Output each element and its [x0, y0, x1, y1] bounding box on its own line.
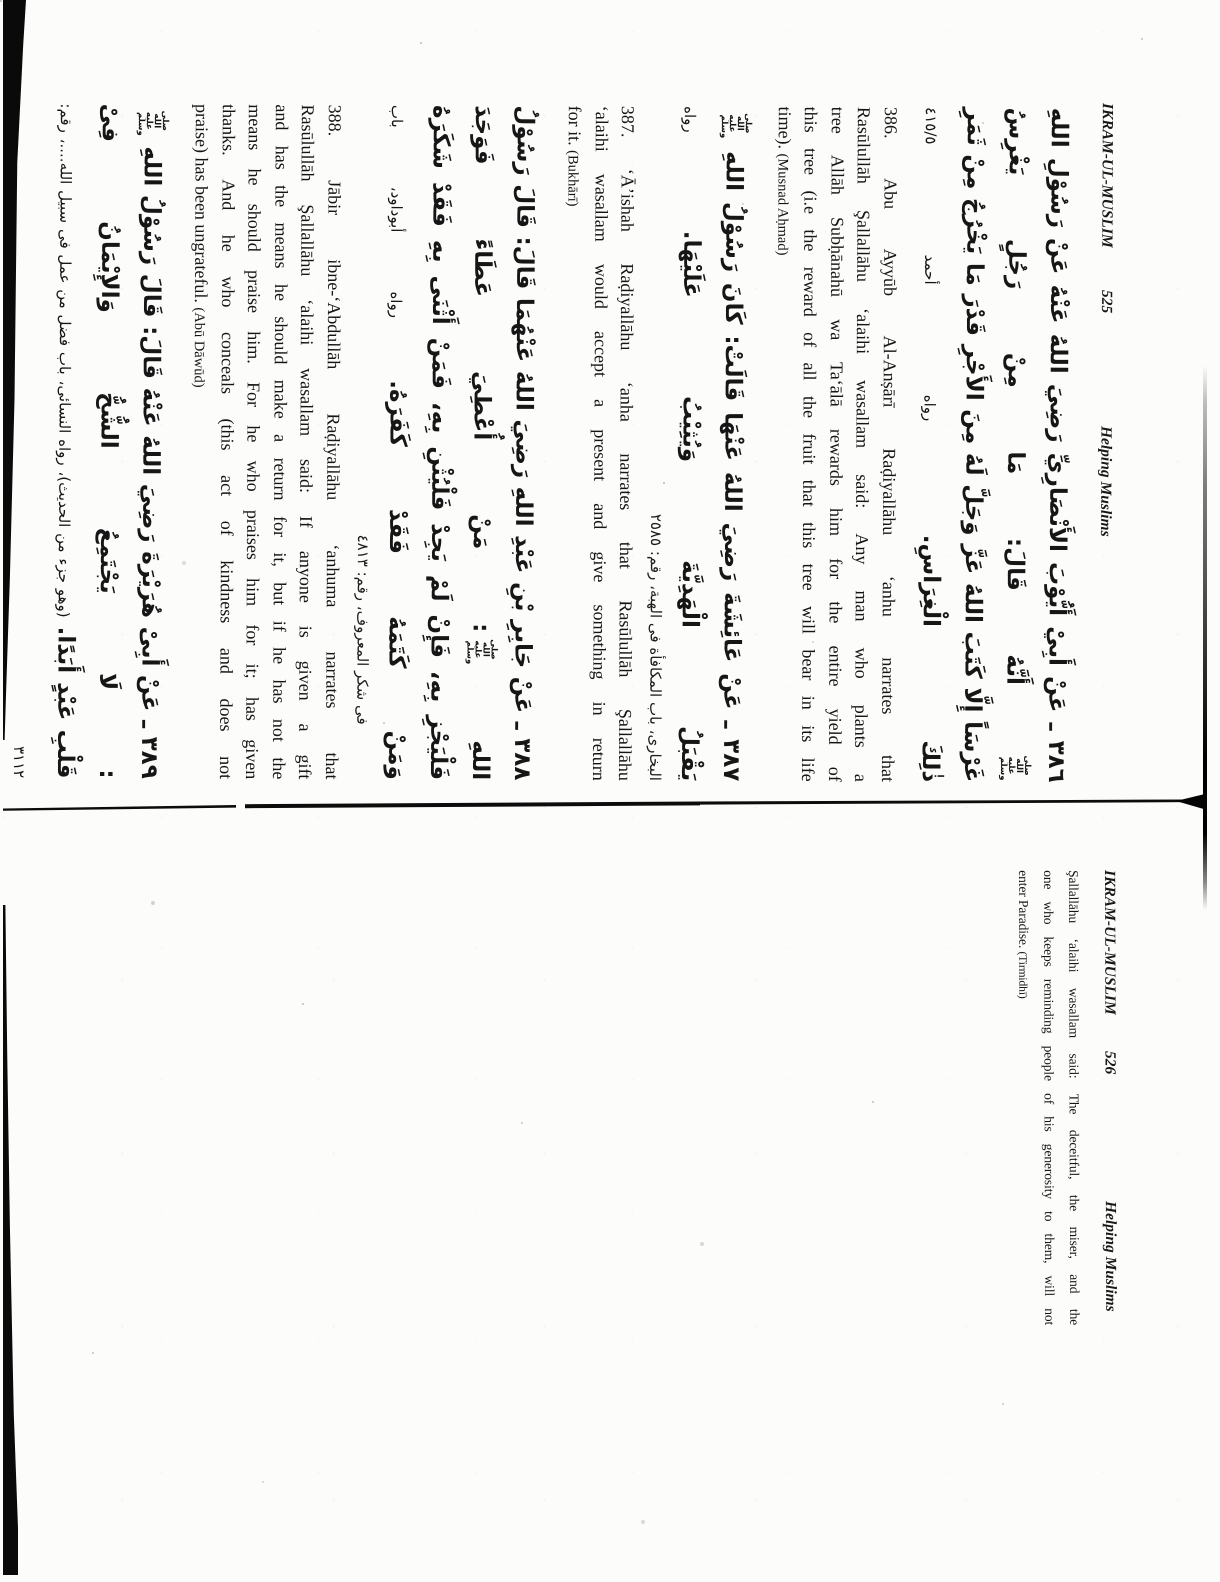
chapter-title: Helping Muslims [1101, 1200, 1120, 1312]
book-title: IKRAM-UL-MUSLIM [1098, 102, 1116, 248]
chapter-title: Helping Muslims [1097, 425, 1115, 537]
page-body [1009, 870, 1087, 1325]
scan-page-edge-line [1203, 365, 1207, 910]
text: أَنَّهُ قَالَ: مَا مِنْ رَجُلٍ يَغْرِسُ [1001, 107, 1030, 749]
hadith-arabic-reference-388 [351, 105, 376, 780]
text: tree Allāh Subḥānahū wa Ta‘ālā rewards him for the entire yield of [824, 106, 848, 782]
text: means he should praise him. For he who praises him for it; has given [242, 104, 266, 780]
text: one who keeps reminding people of his generosity to them, will not [1041, 870, 1058, 1326]
text: Şallallāhu ‘alaihi wasallam said: The deceitful, the miser, and the [1066, 870, 1083, 1326]
scan-page-525 [9, 78, 1116, 793]
hadith-english-388 [184, 104, 348, 780]
hadith-arabic-reference-387 [644, 106, 669, 781]
page-body [0, 102, 1080, 783]
text: : مَنْ أُعْطِيَ عَطَاءً فَوَجَدَ [467, 105, 496, 633]
text: this tree (i.e the reward of all the fruit that this tree will bear in its life [798, 106, 822, 782]
text: praise) has been ungrateful. [191, 103, 213, 308]
small-text: (Abū Dāwūd) [191, 307, 208, 388]
small-text: رواه أبوداود، باب [386, 104, 406, 319]
text: Rasūlullāh Şallallāhu ‘alaihi wasallam said: If anyone is given a gift [295, 104, 319, 780]
book-title: IKRAM-UL-MUSLIM [1101, 869, 1119, 1015]
text: فَلْيَجْزِ بِهِ، فَإِنْ لَمْ يَجِدْ فَلْيُثْنِ بِهِ، فَمَنْ أَثْنَى بِهِ فَقَدْ شَكَرَهُ وَمَنْ كَتَمَهُ فَقَدْ كَفَرَهُ. [382, 104, 454, 781]
page-header [1096, 870, 1119, 1328]
small-text: البخارى، باب المكافأة فى الهبة، رقم: ٢٥٨٥ [646, 513, 666, 782]
scan-page-526 [994, 858, 1119, 1328]
hadith-english-387 [557, 106, 641, 781]
page-number: 526 [1101, 1050, 1119, 1075]
text: قَلْبِ عَبْدٍ أَبَدًا. [51, 617, 79, 779]
scan-gutter-shadow-bottom [3, 905, 18, 1575]
small-text: (وهو جزء من الحديث)، رواه النسائى، باب فضل من عمل فى سبيل الله....، رقم: ٣١١٢ [9, 103, 75, 779]
text: ٣٨٧ ـ عَنْ عَائِشَةَ رَضِيَ اللهُ عَنْهَا قَالَتْ: كَانَ رَسُوْلُ اللهِ [718, 140, 748, 782]
text: enter Paradise. [1016, 870, 1032, 952]
hadith-arabic-386 [907, 107, 1080, 783]
scan-divider-line [0, 790, 1220, 820]
text: 388. Jābir ibne-‘Abdullāh Raḍiyallāhu ‘anhuma narrates that [321, 104, 345, 780]
prophet-salutation-seal: صلى الله عليه وسلم [136, 110, 171, 136]
hadith-arabic-389 [0, 103, 173, 779]
small-text: (Musnad Aḥmad) [774, 153, 791, 256]
text: : لَا يَجْتَمِعُ الشُّحُّ وَالإِيْمَانُ فِىْ [93, 103, 123, 779]
small-text: فى شكر المعروف، رقم: ٤٨١٣ [353, 534, 373, 725]
text: 386. Abu Ayyūb Al-Anṣārī Raḍiyallāhu ‘anhu narrates that [877, 106, 901, 783]
text: and has the means he should make a return for it, but if he has not the [268, 104, 292, 780]
small-text: رواه [681, 106, 700, 133]
scan-noise [0, 0, 2, 2]
page-header [1091, 103, 1116, 793]
text: ٣٨٦ ـ عَنْ أَبِيْ أَيُّوْبَ الأَنْصَارِيِّ رَضِيَ اللهُ عَنْهُ عَنْ رَسُوْلِ اللهِ [1042, 107, 1072, 783]
text: thanks. And he who conceals (this act of kindness and does not [215, 104, 239, 780]
hadith-english-386 [766, 106, 903, 782]
small-text: (Tirmidhī) [1016, 951, 1029, 999]
hadith-english [1009, 870, 1087, 1325]
small-text: (Bukhārī) [564, 150, 582, 207]
hadith-arabic-387 [666, 106, 755, 781]
prophet-salutation-seal: صلى الله عليه وسلم [718, 113, 753, 139]
text: time). [774, 106, 795, 154]
text: ٣٨٩ ـ عَنْ أَبِىْ هُرَيْرَةَ رَضِيَ اللهُ عَنْهُ قَالَ: قَالَ رَسُوْلُ اللهِ [135, 137, 165, 779]
text: ٣٨٨ ـ عَنْ جَابِرِ بْنِ عَبْدِ اللهِ رَضِيَ اللهُ عَنْهُمَا قَالَ: قَالَ رَسُوْلُ اللهِ [466, 105, 538, 781]
text: 387. ‘Ā’ishah Raḍiyallāhu ‘anha narrates that Rasūlullāh Şallallāhu [615, 105, 639, 781]
text: يَقْبَلُ الْهَدِيَّةَ وَيُثِيْبُ عَلَيْهَا. [676, 132, 706, 782]
text: for it. [565, 105, 586, 151]
text: ‘alaihi wasallam would accept a present and give something in return [588, 105, 612, 781]
text: Rasūlullāh Şallallāhu ‘alaihi wasallam said: Any man who plants a [851, 106, 875, 782]
small-text: رواه أحمد ٤١٥/٥ [920, 107, 940, 422]
prophet-salutation-seal: صلى الله عليه وسلم [464, 639, 500, 665]
text: غَرْسَاً إِلَّا كَتَبَ اللهُ عَزَّ وَجَلَّ لَهُ مِنَ الأَجْرِ قَدْرَ مَا يَخْرُجُ مِنْ ثَمَرِ ذٰلِكَ الْغِرَاسِ. [916, 107, 988, 783]
hadith-arabic-388 [373, 105, 546, 781]
page-number: 525 [1097, 289, 1116, 314]
prophet-salutation-seal: صلى الله عليه وسلم [998, 755, 1033, 781]
